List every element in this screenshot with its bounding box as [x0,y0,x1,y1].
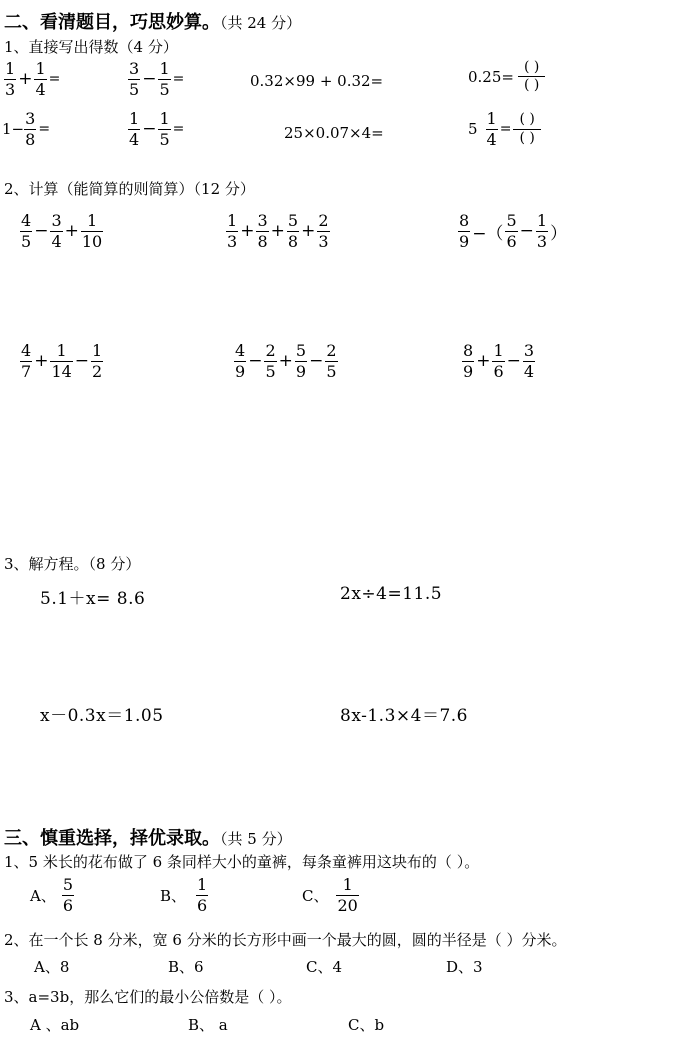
operator: − [142,69,157,90]
fraction-denominator: 4 [129,129,140,149]
q1-item-3: 0.32×99 + 0.32= [250,72,384,90]
section-3-heading [4,824,292,850]
fraction-denominator: ( ) [519,129,535,146]
fraction-denominator: 5 [129,79,140,99]
operator: − [142,119,157,140]
fraction [325,342,337,380]
fraction-numerator: 3 [257,211,268,230]
fraction [34,60,46,98]
fraction-numerator: 1 [197,875,208,894]
fraction [128,110,140,148]
operator: + [278,351,293,372]
fraction-denominator: 6 [197,895,208,915]
fraction [486,110,498,148]
operator: + [301,221,316,242]
operator: = [38,121,51,138]
operator: = [48,71,61,88]
expression-text: B、 [160,886,187,905]
fraction-numerator: 5 [295,341,307,360]
fraction-denominator: 5 [21,231,32,251]
fraction-denominator: 6 [62,895,74,915]
fraction-denominator: 8 [287,231,299,251]
fraction [513,112,540,146]
fraction-numerator: ( ) [513,112,540,129]
fraction-numerator: 1 [50,342,72,362]
operator: − [248,351,263,372]
q1-item-5 [2,110,52,148]
fraction-numerator: 3 [129,59,140,78]
fraction-numerator: 4 [21,341,32,360]
operator: − [74,351,90,372]
operator: = [499,121,512,138]
equation-2: 2x÷4=11.5 [340,584,443,604]
fraction-numerator: 8 [459,211,470,230]
fraction [458,212,470,250]
expression-text: 5 [468,120,478,139]
fraction [336,876,358,914]
fraction [295,342,307,380]
fraction-denominator: 6 [506,231,517,251]
fraction [256,212,268,250]
fraction [196,876,208,914]
fraction-numerator: 1 [486,109,497,128]
section-2-score: （共 24 分） [220,14,302,32]
fraction [4,60,16,98]
fraction [20,212,32,250]
fraction-numerator: 2 [318,211,329,230]
fraction-numerator: 1 [35,59,46,78]
operator: − [34,221,49,242]
fraction [523,342,535,380]
fraction-denominator: 5 [159,129,170,149]
operator: −（ [472,223,504,244]
fraction-numerator: 4 [21,211,32,230]
fraction [62,876,74,914]
fraction [518,60,545,94]
fraction [158,60,170,98]
fraction-numerator: 5 [506,211,517,230]
q1-item-7: 25×0.07×4= [284,124,384,142]
fraction-numerator: 3 [523,341,535,360]
fraction-denominator: 5 [159,79,170,99]
fraction-denominator: 8 [25,129,36,149]
expression-text: C、 [302,886,329,905]
fraction-denominator: 8 [257,231,268,251]
fraction [317,212,329,250]
fraction-denominator: 5 [265,361,276,381]
fraction-denominator: 3 [318,231,329,251]
fraction [91,342,103,380]
fraction-denominator: ( ) [523,77,540,94]
fraction-denominator: 2 [92,361,103,381]
choice-q3-option-c: C、b [348,1016,385,1034]
operator: − [519,221,534,242]
fraction-denominator: 3 [536,231,548,251]
fraction-numerator: 1 [159,59,170,78]
choice-q2-option-b: B、6 [168,958,204,976]
section-3-score: （共 5 分） [220,830,292,848]
operator: + [240,221,255,242]
choice-q2-option-d: D、3 [446,958,483,976]
fraction [128,60,140,98]
q2-expression-2 [226,212,330,250]
fraction-denominator: 4 [35,79,46,99]
fraction-numerator: 5 [287,211,299,230]
fraction-denominator: 9 [463,361,474,381]
q2-expression-3 [458,212,569,250]
fraction-denominator: 9 [235,361,246,381]
operator: + [476,351,491,372]
fraction-denominator: 3 [227,231,238,251]
fraction [264,342,276,380]
fraction-numerator: 1 [493,341,504,360]
fraction-denominator: 9 [295,361,307,381]
fraction [492,342,504,380]
choice-q2-text: 2、在一个长 8 分米，宽 6 分米的长方形中画一个最大的圆，圆的半径是（ ）分米。 [4,931,567,949]
section-2-title: 二、看清题目，巧思妙算。 [4,12,220,33]
fraction [536,212,548,250]
fraction-numerator: 1 [129,109,140,128]
q2-expression-4 [20,342,103,380]
fraction-denominator: 20 [337,895,358,915]
expression-text: 1− [2,120,25,139]
fraction-denominator: 6 [493,361,504,381]
fraction-numerator: 1 [81,212,103,232]
fraction [226,212,238,250]
fraction-numerator: ( ) [518,60,545,77]
choice-q2-option-c: C、4 [306,958,343,976]
equation-3: x－0.3x＝1.05 [40,706,164,726]
fraction-numerator: 5 [62,875,74,894]
fraction [50,212,62,250]
operator: ） [550,223,568,244]
section-2-heading [4,8,301,34]
q1-item-8 [468,110,541,148]
operator: = [172,121,185,138]
fraction [20,342,32,380]
equation-4: 8x-1.3×4＝7.6 [340,706,468,726]
q1-item-6 [128,110,186,148]
choice-q3-option-a: A 、ab [30,1016,80,1034]
choice-q3-option-b: B、 a [188,1016,228,1034]
choice-q2-option-a: A、8 [34,958,70,976]
q1-item-4 [468,60,545,94]
operator: + [64,221,79,242]
fraction-denominator: 7 [21,361,32,381]
fraction-denominator: 4 [51,231,62,251]
q1-item-2 [128,60,186,98]
operator: = [172,71,185,88]
fraction-numerator: 1 [536,211,548,230]
q1-title: 1、直接写出得数（4 分） [4,38,178,56]
fraction-numerator: 1 [227,211,238,230]
fraction [24,110,36,148]
q2-expression-1 [20,212,103,250]
q3-title: 3、解方程。（8 分） [4,555,141,573]
fraction [234,342,246,380]
fraction-numerator: 1 [159,109,170,128]
fraction-numerator: 2 [265,341,276,360]
operator: − [506,351,521,372]
fraction [158,110,170,148]
operator: + [34,351,49,372]
fraction [81,212,103,250]
fraction-numerator: 3 [51,211,62,230]
fraction-numerator: 8 [463,341,474,360]
fraction-denominator: 4 [523,361,535,381]
fraction-numerator: 3 [25,109,36,128]
equation-1: 5.1＋x= 8.6 [40,589,146,609]
fraction [462,342,474,380]
fraction [50,342,72,380]
q1-item-1 [4,60,62,98]
choice-q1-option-c [302,876,359,914]
operator: + [18,69,33,90]
fraction [287,212,299,250]
section-3-title: 三、慎重选择，择优录取。 [4,828,220,849]
fraction-numerator: 2 [326,341,337,360]
operator: − [309,351,324,372]
fraction-denominator: 10 [81,231,103,251]
fraction-denominator: 5 [326,361,337,381]
choice-q3-text: 3、a=3b，那么它们的最小公倍数是（ ）。 [4,988,292,1006]
fraction-denominator: 4 [486,129,497,149]
fraction-denominator: 3 [5,79,16,99]
choice-q1-text: 1、5 米长的花布做了 6 条同样大小的童裤，每条童裤用这块布的（ ）。 [4,853,480,871]
q2-expression-5 [234,342,338,380]
choice-q1-option-b [160,876,208,914]
fraction-denominator: 9 [459,231,470,251]
fraction-numerator: 4 [235,341,246,360]
choice-q1-option-a [30,876,74,914]
fraction-numerator: 1 [336,876,358,896]
q2-title: 2、计算（能简算的则简算）（12 分） [4,180,255,198]
fraction [505,212,517,250]
fraction-denominator: 14 [51,361,72,381]
expression-text: A、 [30,886,56,905]
fraction-numerator: 1 [5,59,16,78]
fraction-numerator: 1 [92,341,103,360]
q2-expression-6 [462,342,535,380]
expression-text: 0.25= [468,67,514,86]
operator: + [270,221,285,242]
